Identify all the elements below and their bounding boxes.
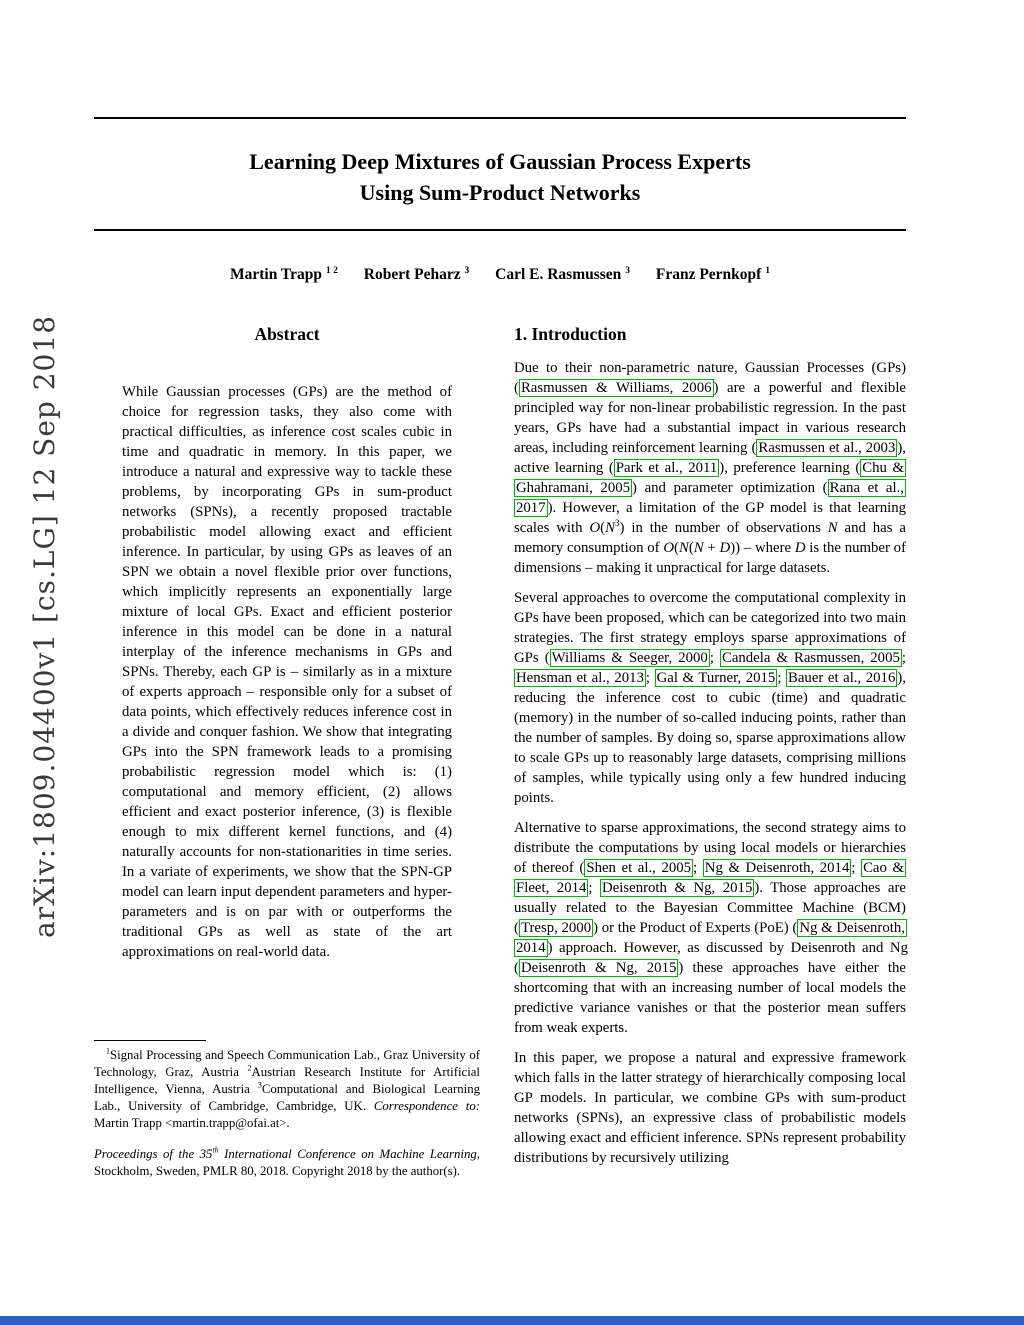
right-column [514,322,906,1168]
left-column [94,322,480,962]
citation-link[interactable]: Williams & Seeger, 2000 [551,650,708,666]
styled-text: 3 [257,1080,262,1090]
arxiv-watermark: arXiv:1809.04400v1 [cs.LG] 12 Sep 2018 [28,314,61,938]
styled-text: 1 [106,1046,110,1056]
styled-text: Correspondence to: [373,1099,480,1113]
author-1 [230,266,338,284]
citation-link[interactable]: Rasmussen & Williams, 2006 [520,380,712,396]
abstract-heading: Abstract [254,324,320,344]
author-2 [364,266,470,284]
math-inline: N [693,540,704,556]
citation-link[interactable]: Rana et al., 2017 [516,480,904,516]
styled-text: International Conference on Machine Learning [218,1147,477,1161]
title-bottom-rule [94,229,906,231]
citation-link[interactable]: Rasmussen et al., 2003 [758,440,896,456]
proceedings-copyright-notice: Proceedings of the 35th International Conference on Machine Learning, Stockholm, Sweden, PMLR 80, 2018. Copyright 2018 by the author(s). [94,1145,480,1178]
introduction-paragraph-4: In this paper, we propose a natural and expressive framework which falls in the latter strategy of hierarchically composing local GP models. In particular, we combine GPs with sum-product networks (SPNs), an expressive class of probabilistic models allowing exact and efficient inference. SPNs represent probability distributions by recursively utilizing [514,1050,906,1166]
styled-text: 2 [247,1063,252,1073]
author-2-name: Robert Peharz [363,266,461,283]
citation-link[interactable]: Chu & Ghahramani, 2005 [516,460,904,496]
math-inline: N [827,520,838,536]
abstract-paragraph: While Gaussian processes (GPs) are the method of choice for regression tasks, they also come with practical difficulties, as inference cost scales cubic in time and quadratic in memory. In this paper, we introduce a natural and expressive way to tackle these problems, by incorporating GPs in sum-product networks (SPNs), a recently proposed tractable probabilistic model allowing exact and efficient inference. In particular, by using GPs as leaves of an SPN we obtain a novel flexible prior over functions, which implicitly represents an exponentially large mixture of local GPs. Exact and efficient posterior inference in this model can be done in a natural interplay of the inference mechanisms in GPs and SPNs. Thereby, each GP is – similarly as in a mixture of experts approach – responsible only for a subset of data points, which effectively reduces inference cost in a divide and conquer fashion. We show that integrating GPs into the SPN framework leads to a promising probabilistic regression model which is: (1) computational and memory efficient, (2) allows efficient and exact posterior inference, (3) is flexible enough to mix different kernel functions, and (4) naturally accounts for non-stationarities in time series. In a variate of experiments, we show that the SPN-GP model can learn input dependent parameters and hyper-parameters and is on par with or outperforms the traditional GPs as well as state of the art approximations on real-world data. [122,384,452,960]
author-3 [495,266,630,284]
math-inline: D [794,540,806,556]
affiliation-footnote: $^1$Signal Processing and Speech Communication Lab., Graz University of Technology, Graz, Austria $^2$Austrian Research Institute for Artificial Intelligence, Vienna, Austria $^3$Computational and Biological Learning Lab., University of Cambridge, Cambridge, UK. Correspondence to: Martin Trapp <martin.trapp@ofai.at>. [94,1046,480,1130]
styled-text: Proceedings of the 35 [94,1147,213,1161]
author-3-affil-sup: 3 [625,264,630,276]
citation-link[interactable]: Gal & Turner, 2015 [656,670,776,686]
citation-link[interactable]: Park et al., 2011 [615,460,718,476]
citation-link[interactable]: Tresp, 2000 [520,920,592,936]
top-rule [94,117,906,119]
math-inline: O [589,520,601,536]
introduction-paragraph-2: Several approaches to overcome the computational complexity in GPs have been proposed, which can be categorized into two main strategies. The first strategy employs sparse approximations of GPs ( Williams & Seeger, 2000 ; Candela & Rasmussen, 2005 ; Hensman et al., 2013 ; Gal & Turner, 2015 ; Bauer et al., 2016 ), reducing the inference cost to cubic (time) and quadratic (memory) in the number of so-called inducing points, rather than the number of samples. By doing so, sparse approximations allow to scale GPs up to reasonably large datasets, comprising millions of samples, while typically using only a few hundred inducing points. [514,590,907,806]
paper-title-line1: Learning Deep Mixtures of Gaussian Process Experts [249,149,751,174]
citation-link[interactable]: Shen et al., 2005 [586,860,692,876]
bottom-edge-bar [0,1316,1024,1325]
author-1-affil-sup: 1 2 [325,264,338,276]
author-1-name: Martin Trapp [229,266,322,283]
math-inline: N [678,540,689,556]
citation-link[interactable]: Ng & Deisenroth, 2014 [516,920,905,956]
introduction-paragraph-3: Alternative to sparse approximations, the second strategy aims to distribute the computations by using local models or hierarchies of thereof ( Shen et al., 2005 ; Ng & Deisenroth, 2014 ; Cao & Fleet, 2014 ; Deisenroth & Ng, 2015 ). Those approaches are usually related to the Bayesian Committee Machine (BCM) ( Tresp, 2000 ) or the Product of Experts (PoE) ( Ng & Deisenroth, 2014 ) approach. However, as discussed by Deisenroth and Ng ( Deisenroth & Ng, 2015 ) these approaches have either the shortcoming that with an increasing number of local models the predictive variance vanishes or that the posterior mean suffers from weak experts. [514,820,908,1036]
math-inline: O [663,540,675,556]
citation-link[interactable]: Bauer et al., 2016 [788,670,896,686]
citation-link[interactable]: Deisenroth & Ng, 2015 [602,880,753,896]
footnote-rule [94,1040,206,1041]
footnote-block [94,1040,480,1180]
citation-link[interactable]: Deisenroth & Ng, 2015 [520,960,677,976]
citation-link[interactable]: Hensman et al., 2013 [516,670,644,686]
citation-link[interactable]: Candela & Rasmussen, 2005 [721,650,900,666]
author-2-affil-sup: 3 [464,264,470,276]
math-inline: D [719,540,731,556]
citation-link[interactable]: Cao & Fleet, 2014 [516,860,904,896]
author-4 [656,266,770,284]
styled-text: 3 [614,518,620,529]
introduction-paragraph-1: Due to their non-parametric nature, Gaussian Processes (GPs) ( Rasmussen & Williams, 2006 ) are a powerful and flexible principled way for non-linear probabilistic regression. In the past years, GPs have had a substantial impact in various research areas, including reinforcement learning ( Rasmussen et al., 2003 ), active learning ( Park et al., 2011 ), preference learning ( Chu & Ghahramani, 2005 ) and parameter optimization ( Rana et al., 2017 ). However, a limitation of the GP model is that learning scales with $O(N^3)$ in the number of observations N and has a memory consumption of O(N(N + D)) – where D is the number of dimensions – making it unpractical for large datasets. [514,360,906,576]
author-4-affil-sup: 1 [765,264,771,276]
styled-text: th [212,1145,219,1155]
author-4-name: Franz Pernkopf [655,266,762,283]
paper-title-line2: Using Sum-Product Networks [359,180,641,205]
author-line [94,266,906,284]
author-3-name: Carl E. Rasmussen [495,266,622,283]
paper-title [94,146,906,208]
math-inline: N [605,520,615,536]
introduction-heading: 1. Introduction [514,324,627,344]
citation-link[interactable]: Ng & Deisenroth, 2014 [704,860,850,876]
